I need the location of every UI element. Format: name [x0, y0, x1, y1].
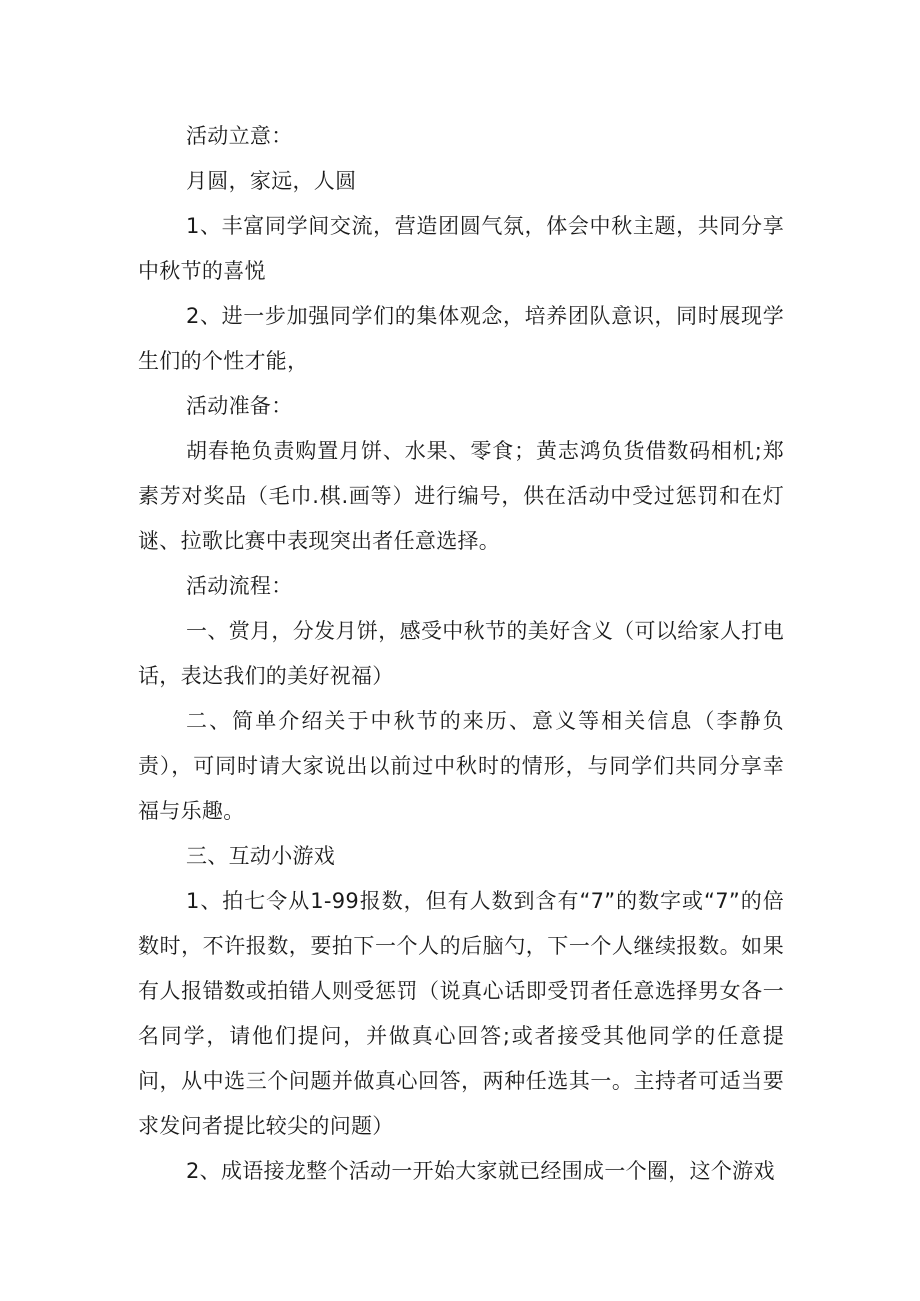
game-item-1: 1、拍七令从1-99报数，但有人数到含有“7”的数字或“7”的倍数时，不许报数，要拍下一个人的后脑勺，下一个人继续报数。如果有人报错数或拍错人则受惩罚（说真心话即受罚者任意选择男女各一名同学，请他们提问，并做真心回答;或者接受其他同学的任意提问，从中选三个问题并做真心回答，两种任选其一。主持者可适当要求发问者提比较尖的问题） — [138, 889, 784, 1138]
flow-step-1: 一、赏月，分发月饼，感受中秋节的美好含义（可以给家人打电话，表达我们的美好祝福） — [138, 619, 784, 688]
game-item-2: 2、成语接龙整个活动一开始大家就已经围成一个圈，这个游戏 — [186, 1159, 775, 1183]
preparation-paragraph: 胡春艳负责购置月饼、水果、零食；黄志鸿负货借数码相机;郑素芳对奖品（毛巾.棋.画等）进行编号，供在活动中受过惩罚和在灯谜、拉歌比赛中表现突出者任意选择。 — [138, 439, 784, 553]
theme-line: 月圆，家远，人圆 — [186, 169, 357, 193]
heading-activity-preparation: 活动准备： — [186, 394, 293, 418]
flow-step-2: 二、简单介绍关于中秋节的来历、意义等相关信息（李静负责），可同时请大家说出以前过中秋时的情形，与同学们共同分享幸福与乐趣。 — [138, 709, 784, 823]
goal-item-2: 2、进一步加强同学们的集体观念，培养团队意识，同时展现学生们的个性才能， — [138, 304, 784, 373]
flow-step-3: 三、互动小游戏 — [186, 844, 336, 868]
heading-activity-purpose: 活动立意： — [186, 124, 293, 148]
document-page — [138, 114, 784, 1194]
heading-activity-flow: 活动流程： — [186, 574, 293, 598]
goal-item-1: 1、丰富同学间交流，营造团圆气氛，体会中秋主题，共同分享中秋节的喜悦 — [138, 214, 784, 283]
